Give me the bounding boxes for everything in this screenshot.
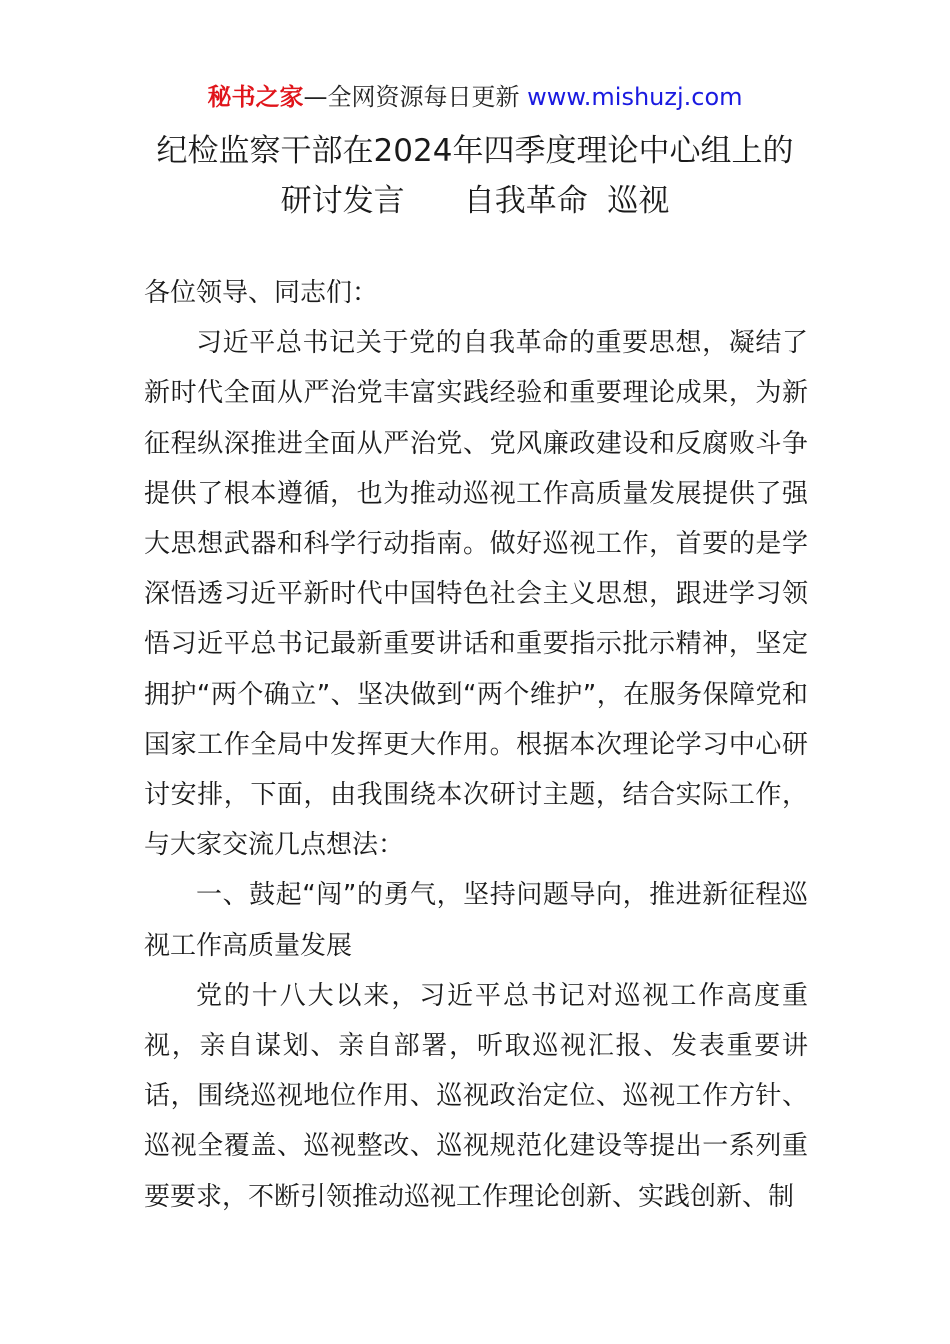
salutation: 各位领导、同志们： bbox=[144, 278, 379, 308]
paragraph-intro: 习近平总书记关于党的自我革命的重要思想，凝结了新时代全面从严治党丰富实践经验和重要理论成果，为新征程纵深推进全面从严治党、党风廉政建设和反腐败斗争提供了根本遵循，也为推动巡视工作高质量发展提供了强大思想武器和科学行动指南。做好巡视工作，首要的是学深悟透习近平新时代中国特色社会主义思想，跟进学习领悟习近平总书记最新重要讲话和重要指示批示精神，坚定拥护“两个确立”、坚决做到“两个维护”，在服务保障党和国家工作全局中发挥更大作用。根据本次理论学习中心研讨安排，下面，由我围绕本次研讨主题，结合实际工作，与大家交流几点想法： bbox=[144, 328, 808, 861]
title-line-1: 纪检监察干部在2024年四季度理论中心组上的 bbox=[156, 133, 794, 169]
title-line-2: 研讨发言 自我革命 巡视 bbox=[280, 183, 670, 219]
header-tagline: —全网资源每日更新 bbox=[303, 83, 528, 111]
brand-name: 秘书之家 bbox=[207, 83, 304, 111]
paragraph-section-1: 党的十八大以来，习近平总书记对巡视工作高度重视，亲自谋划、亲自部署，听取巡视汇报、发表重要讲话，围绕巡视地位作用、巡视政治定位、巡视工作方针、巡视全覆盖、巡视整改、巡视规范化建设等提出一系列重要要求，不断引领推动巡视工作理论创新、实践创新、制 bbox=[144, 980, 808, 1212]
section-heading-1: 一、鼓起“闯”的勇气，坚持问题导向，推进新征程巡视工作高质量发展 bbox=[144, 880, 808, 961]
document-title bbox=[0, 126, 950, 226]
site-url-link[interactable]: www.mishuzj.com bbox=[527, 83, 743, 111]
site-header bbox=[0, 80, 950, 114]
document-body bbox=[144, 268, 808, 1222]
